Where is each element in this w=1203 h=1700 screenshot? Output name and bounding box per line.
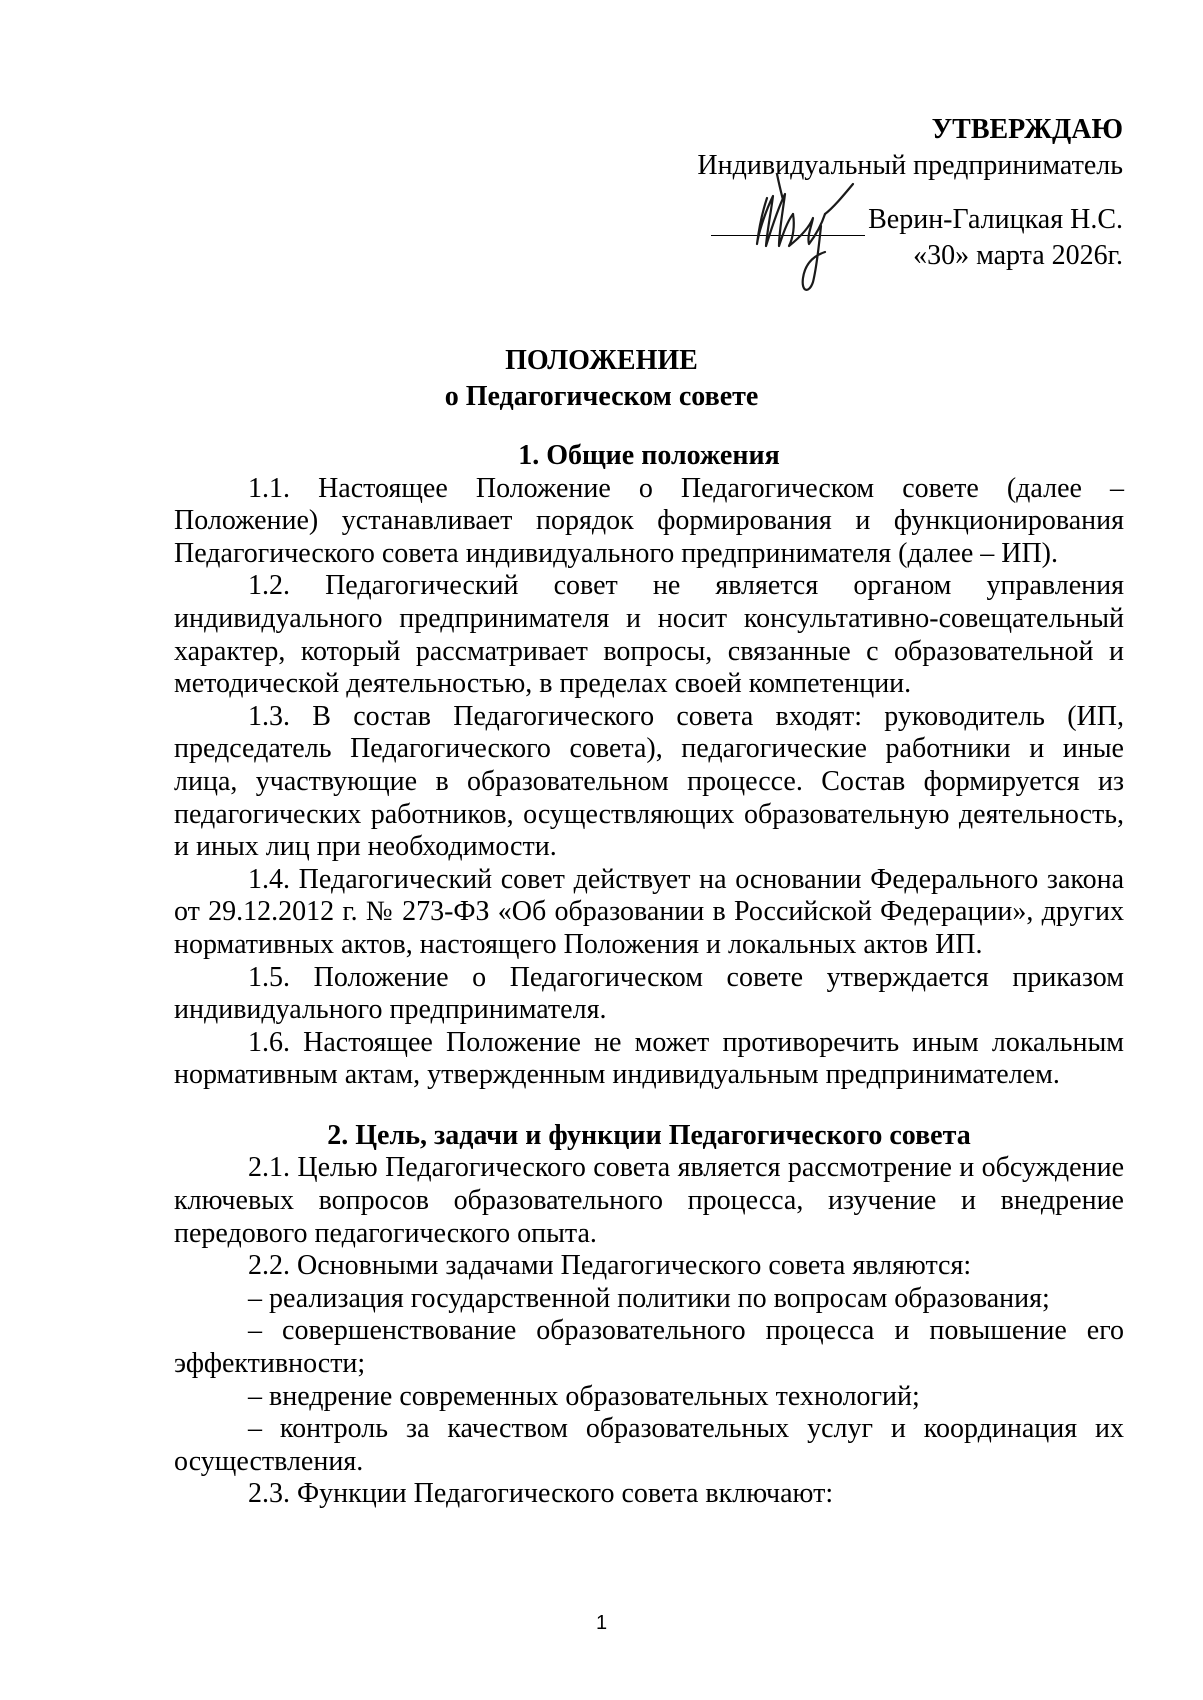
section-heading: 1. Общие положения (518, 440, 780, 471)
list-item: – совершенствование образовательного процесса и повышение его эффективности; (174, 1315, 1124, 1380)
paragraph: 2.1. Целью Педагогического совета является рассмотрение и обсуждение ключевых вопросов образовательного процесса, изучение и внедрение передового педагогического опыта. (174, 1152, 1124, 1249)
list-item: – реализация государственной политики по вопросам образования; (248, 1282, 1050, 1314)
document-body (174, 440, 1124, 1511)
paragraph: 2.2. Основными задачами Педагогического совета являются: (248, 1250, 972, 1282)
paragraph: 2.3. Функции Педагогического совета включают: (248, 1478, 834, 1510)
paragraph: 1.3. В состав Педагогического совета входят: руководитель (ИП, председатель Педагогического совета), педагогические работники и иные лица, участвующие в образовательном процессе. Состав формируется из педагогических работников, осуществляющих образовательную деятельность, и иных лиц при необходимости. (174, 700, 1124, 863)
signature-row (603, 202, 1123, 238)
list-item: – контроль за качеством образовательных услуг и координация их осуществления. (174, 1413, 1124, 1477)
document-title-block (0, 343, 1203, 415)
paragraph: 1.5. Положение о Педагогическом совете утверждается приказом индивидуального предпринимателя. (174, 961, 1124, 1026)
list-item: – внедрение современных образовательных технологий; (248, 1380, 920, 1412)
section-heading: 2. Цель, задачи и функции Педагогического совета (327, 1119, 971, 1151)
signature-line (711, 235, 865, 236)
document-title: ПОЛОЖЕНИЕ (505, 345, 698, 376)
approval-block (603, 112, 1123, 274)
approval-title: УТВЕРЖДАЮ (931, 114, 1123, 145)
page-number: 1 (595, 1612, 608, 1634)
paragraph: 1.4. Педагогический совет действует на основании Федерального закона от 29.12.2012 г. № 273-ФЗ «Об образовании в Российской Федерации», других нормативных актов, настоящего Положения и локальных актов ИП. (174, 863, 1124, 960)
paragraph: 1.6. Настоящее Положение не может противоречить иным локальным нормативным актам, утвержденным индивидуальным предпринимателем. (174, 1026, 1124, 1091)
approval-date: «30» марта 2026г. (913, 240, 1123, 271)
approval-position: Индивидуальный предприниматель (697, 150, 1123, 181)
document-subtitle: о Педагогическом совете (444, 381, 759, 412)
paragraph: 1.2. Педагогический совет не является органом управления индивидуального предпринимателя и носит консультативно-совещательный характер, который рассматривает вопросы, связанные с образовательной и методической деятельностью, в пределах своей компетенции. (174, 570, 1124, 700)
paragraph: 1.1. Настоящее Положение о Педагогическом совете (далее – Положение) устанавливает порядок формирования и функционирования Педагогического совета индивидуального предпринимателя (далее – ИП). (174, 472, 1124, 569)
approval-name: Верин-Галицкая Н.С. (868, 204, 1123, 235)
